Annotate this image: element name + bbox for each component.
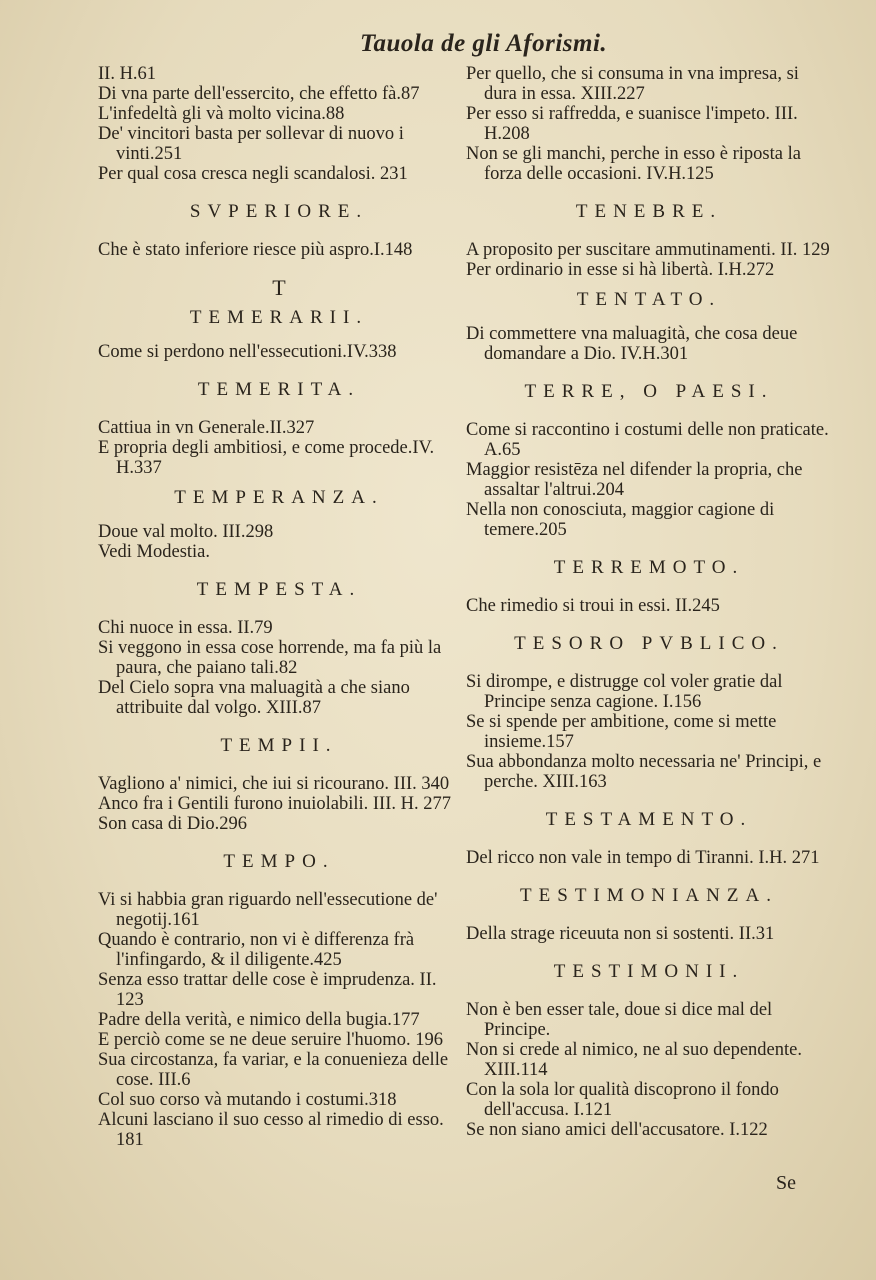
catchword: Se	[776, 1172, 796, 1194]
index-entry: Se si spende per ambitione, come si mette insieme.157	[466, 712, 777, 752]
index-entry: E propria degli ambitiosi, e come procede.IV. H.337	[98, 438, 435, 478]
index-entry: Vedi Modestia.	[98, 542, 211, 562]
index-entry: A proposito per suscitare ammutinamenti. II. 129	[466, 240, 830, 260]
index-heading: TEMPESTA.	[196, 579, 362, 600]
index-heading: TEMERITA.	[197, 379, 361, 400]
index-entry: L'infedeltà gli và molto vicina.88	[98, 104, 345, 124]
index-entry: Come si perdono nell'essecutioni.IV.338	[98, 342, 397, 362]
index-entry: Cattiua in vn Generale.II.327	[98, 418, 315, 438]
index-entry: Con la sola lor qualità discoprono il fondo dell'accusa. I.121	[466, 1080, 779, 1120]
index-entry: Di vna parte dell'essercito, che effetto fà.87	[98, 84, 420, 104]
index-entry: Di commettere vna maluagità, che cosa deue domandare a Dio. IV.H.301	[466, 324, 798, 364]
index-heading: TERREMOTO.	[553, 557, 745, 578]
right-column	[466, 64, 832, 1140]
left-column	[98, 64, 460, 1150]
index-entry: Non se gli manchi, perche in esso è riposta la forza delle occasioni. IV.H.125	[466, 144, 801, 184]
running-head: Tauola de gli Aforismi.	[360, 30, 608, 57]
index-entry: Per esso si raffredda, e suanisce l'impeto. III. H.208	[466, 104, 798, 144]
index-entry: Come si raccontino i costumi delle non praticate. A.65	[466, 420, 829, 460]
index-heading: TESORO PVBLICO.	[514, 633, 784, 654]
index-heading: TEMPERANZA.	[174, 487, 384, 508]
index-entry: Doue val molto. III.298	[98, 522, 274, 542]
index-entry: Quando è contrario, non vi è differenza frà l'infingardo, & il diligente.425	[98, 930, 415, 970]
section-letter: T	[272, 275, 286, 300]
index-entry: Non è ben esser tale, doue si dice mal del Principe.	[466, 1000, 773, 1040]
index-heading: TESTAMENTO.	[545, 809, 753, 830]
index-entry: Del ricco non vale in tempo di Tiranni. I.H. 271	[466, 848, 820, 868]
index-heading: TESTIMONII.	[553, 961, 745, 982]
index-entry: Padre della verità, e nimico della bugia.177	[98, 1010, 420, 1030]
index-entry: Nella non conosciuta, maggior cagione di temere.205	[466, 500, 775, 540]
index-entry: Per ordinario in esse si hà libertà. I.H.272	[466, 260, 775, 280]
index-heading: TESTIMONIANZA.	[520, 885, 778, 906]
index-entry: Per qual cosa cresca negli scandalosi. 231	[98, 164, 408, 184]
index-heading: TERRE, O PAESI.	[524, 381, 774, 402]
index-heading: TEMERARII.	[189, 307, 369, 328]
index-entry: Che rimedio si troui in essi. II.245	[466, 596, 720, 616]
index-entry: Son casa di Dio.296	[98, 814, 248, 834]
index-entry: Anco fra i Gentili furono inuiolabili. III. H. 277	[98, 794, 451, 814]
index-entry: Se non siano amici dell'accusatore. I.122	[466, 1120, 768, 1140]
index-entry: Non si crede al nimico, ne al suo dependente. XIII.114	[466, 1040, 802, 1080]
index-entry: Per quello, che si consuma in vna impresa, si dura in essa. XIII.227	[466, 64, 799, 104]
index-entry: Della strage riceuuta non si sostenti. II.31	[466, 924, 775, 944]
index-heading: TENEBRE.	[575, 201, 723, 222]
index-entry: Sua abbondanza molto necessaria ne' Principi, e perche. XIII.163	[466, 752, 822, 792]
index-entry: Maggior resistēza nel difender la propria, che assaltar l'altrui.204	[466, 460, 803, 500]
index-entry: Sua circostanza, fa variar, e la conuenieza delle cose. III.6	[98, 1050, 449, 1090]
index-heading: TEMPII.	[220, 735, 338, 756]
index-entry: Si veggono in essa cose horrende, ma fa più la paura, che paiano tali.82	[98, 638, 442, 678]
index-entry: Che è stato inferiore riesce più aspro.I.148	[98, 240, 413, 260]
index-entry: Col suo corso và mutando i costumi.318	[98, 1090, 397, 1110]
index-heading: TEMPO.	[223, 851, 335, 872]
index-entry: Del Cielo sopra vna maluagità a che siano attribuite dal volgo. XIII.87	[98, 678, 410, 718]
index-heading: TENTATO.	[576, 289, 722, 310]
index-entry: Si dirompe, e distrugge col voler gratie dal Principe senza cagione. I.156	[466, 672, 783, 712]
index-entry: De' vincitori basta per sollevar di nuovo i vinti.251	[98, 124, 404, 164]
index-entry: Alcuni lasciano il suo cesso al rimedio di esso. 181	[98, 1110, 444, 1150]
index-entry: Senza esso trattar delle cose è imprudenza. II. 123	[98, 970, 437, 1010]
index-entry: II. H.61	[98, 64, 157, 84]
index-entry: Chi nuoce in essa. II.79	[98, 618, 273, 638]
index-entry: Vi si habbia gran riguardo nell'essecutione de' negotij.161	[98, 890, 438, 930]
index-entry: E perciò come se ne deue seruire l'huomo. 196	[98, 1030, 443, 1050]
index-entry: Vagliono a' nimici, che iui si ricourano. III. 340	[98, 774, 450, 794]
index-heading: SVPERIORE.	[189, 201, 369, 222]
